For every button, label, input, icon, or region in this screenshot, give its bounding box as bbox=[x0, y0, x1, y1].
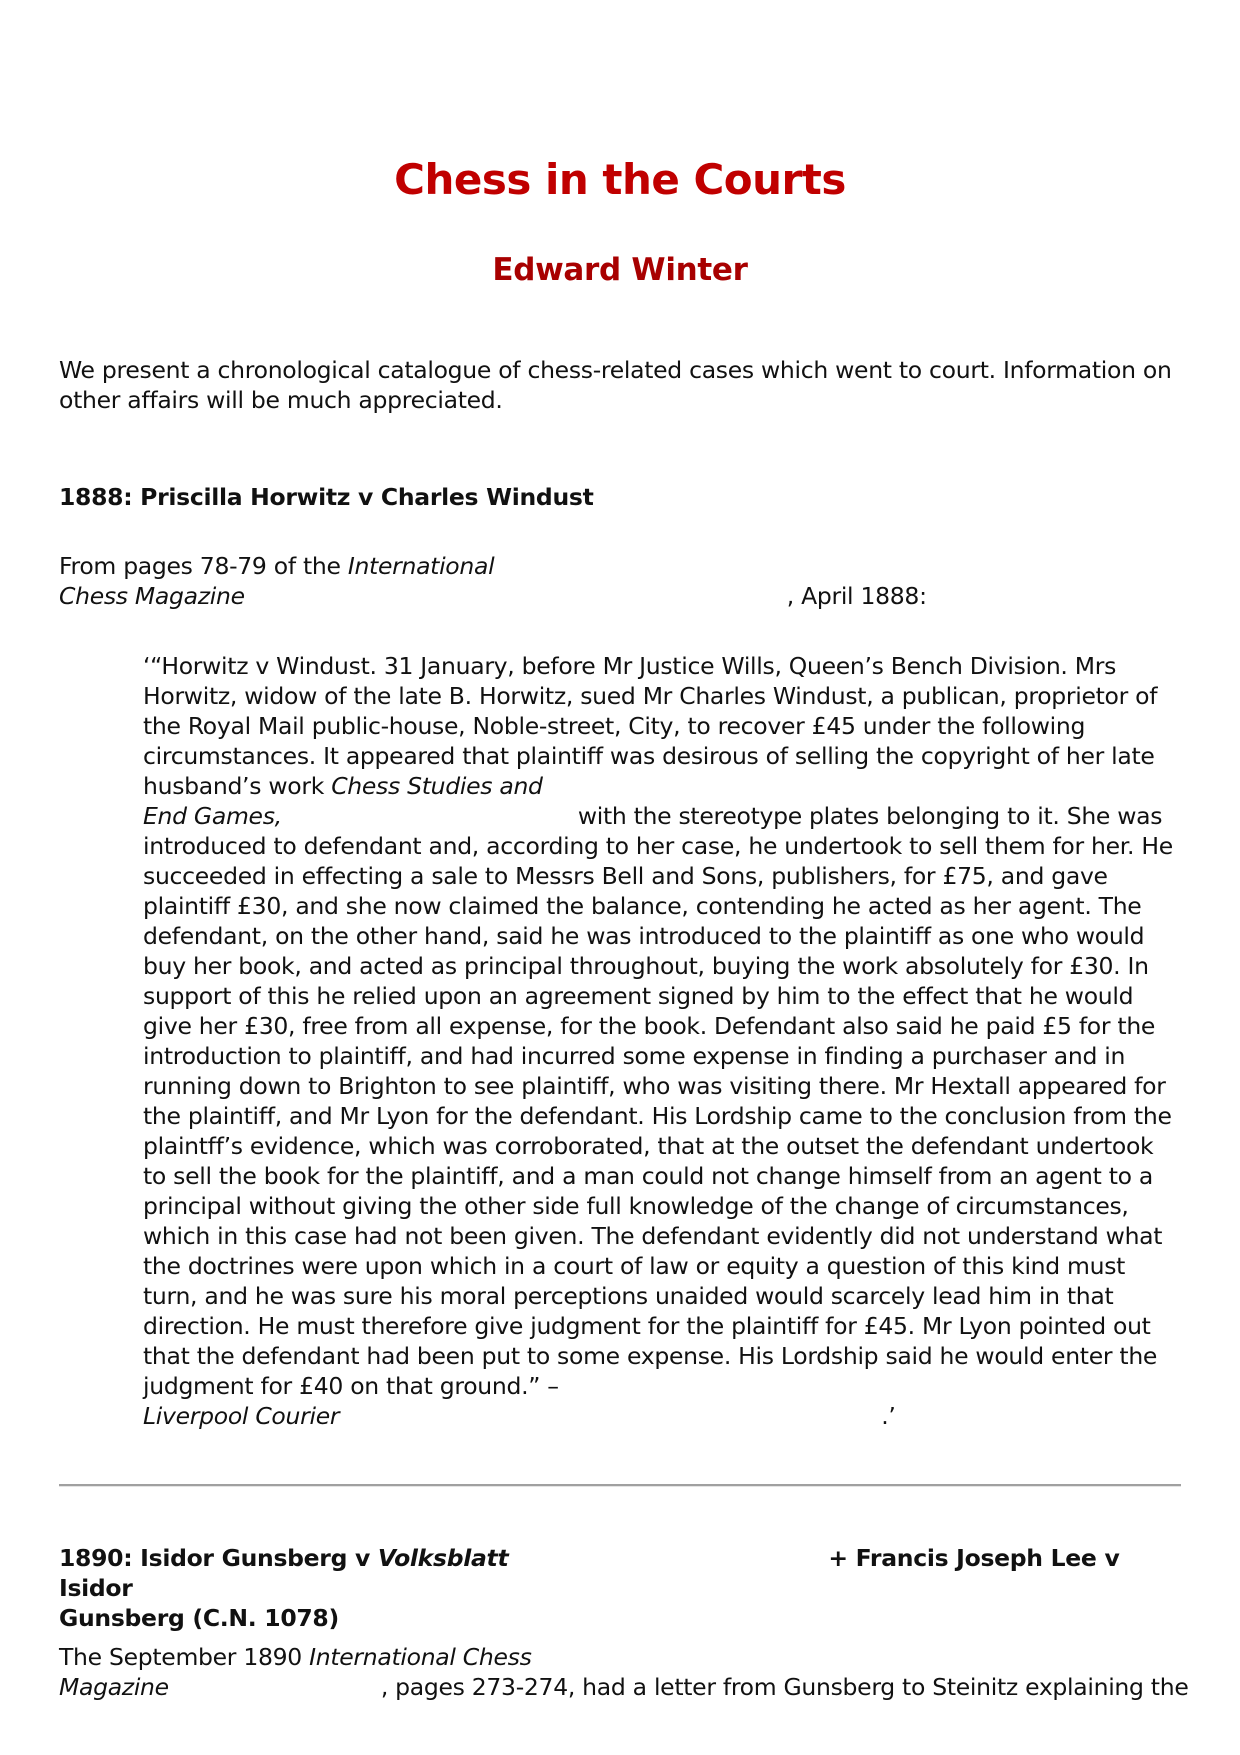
quote-book-title-1: Chess Studies and bbox=[331, 772, 543, 800]
intro-paragraph: We present a chronological catalogue of chess-related cases which went to court. Information on other affairs will be much appreciated. bbox=[59, 356, 1172, 414]
quote-source-italic: Liverpool Courier bbox=[143, 1402, 340, 1430]
source-suffix: , April 1888: bbox=[786, 582, 927, 610]
source-title-italic-2: Chess Magazine bbox=[59, 582, 245, 610]
heading-1890-italic: Volksblatt bbox=[377, 1544, 509, 1572]
page-title: Chess in the Courts bbox=[394, 155, 846, 204]
source-1890-suffix: , pages 273-274, had a letter from Gunsberg to Steinitz explaining the bbox=[380, 1673, 1189, 1701]
quote-book-title-2: End Games, bbox=[143, 802, 282, 830]
case-heading-1888: 1888: Priscilla Horwitz v Charles Windust bbox=[59, 483, 594, 511]
source-1890-italic-2: Magazine bbox=[59, 1673, 169, 1701]
heading-1890-part3: Gunsberg (C.N. 1078) bbox=[59, 1604, 339, 1632]
case-source-1890 bbox=[59, 1642, 1199, 1702]
author-name: Edward Winter bbox=[492, 252, 748, 288]
heading-1890-part1: 1890: Isidor Gunsberg v bbox=[59, 1544, 378, 1572]
case-heading-1890 bbox=[59, 1543, 1179, 1633]
source-1890-prefix: The September 1890 bbox=[59, 1643, 310, 1671]
heading-1890-part2: + Francis Joseph Lee v Isidor bbox=[59, 1544, 1120, 1602]
quote-text-part1: ‘“Horwitz v Windust. 31 January, before Mr Justice Wills, Queen’s Bench Division. Mrs Horwitz, widow of the late B. Horwitz, sued Mr Charles Windust, a publican, proprietor of the Royal Mail public-house, Noble-street, City, to recover £45 under the following circumstances. It appeared that plaintiff was desirous of selling the copyright of her late husband’s work bbox=[143, 652, 1158, 800]
source-1890-italic-1: International Chess bbox=[309, 1643, 532, 1671]
section-divider bbox=[59, 1484, 1181, 1487]
case-quote-1888 bbox=[143, 651, 1183, 1431]
source-prefix: From pages 78-79 of the bbox=[59, 552, 348, 580]
case-source-1888 bbox=[59, 551, 1179, 611]
source-title-italic-1: International bbox=[347, 552, 495, 580]
quote-end: .’ bbox=[881, 1402, 896, 1430]
quote-text-part2: with the stereotype plates belonging to it. She was introduced to defendant and, according to her case, he undertook to sell them for her. He succeeded in effecting a sale to Messrs Bell and Sons, publishers, for £75, and gave plaintiff £30, and she now claimed the balance, contending he acted as her agent. The defendant, on the other hand, said he was introduced to the plaintiff as one who would buy her book, and acted as principal throughout, buying the work absolutely for £30. In support of this he relied upon an agreement signed by him to the effect that he would give her £30, free from all expense, for the book. Defendant also said he paid £5 for the introduction to plaintiff, and had incurred some expense in finding a purchaser and in running down to Brighton to see plaintiff, who was visiting there. Mr Hextall appeared for the plaintiff, and Mr Lyon for the defendant. His Lordship came to the conclusion from the plaintff’s evidence, which was corroborated, that at the outset the defendant undertook to sell the book for the plaintiff, and a man could not change himself from an agent to a principal without giving the other side full knowledge of the change of circumstances, which in this case had not been given. The defendant evidently did not understand what the doctrines were upon which in a court of law or equity a question of this kind must turn, and he was sure his moral perceptions unaided would scarcely lead him in that direction. He must therefore give judgment for the plaintiff for £45. Mr Lyon pointed out that the defendant had been put to some expense. His Lordship said he would enter the judgment for £40 on that ground.” – bbox=[143, 802, 1173, 1400]
